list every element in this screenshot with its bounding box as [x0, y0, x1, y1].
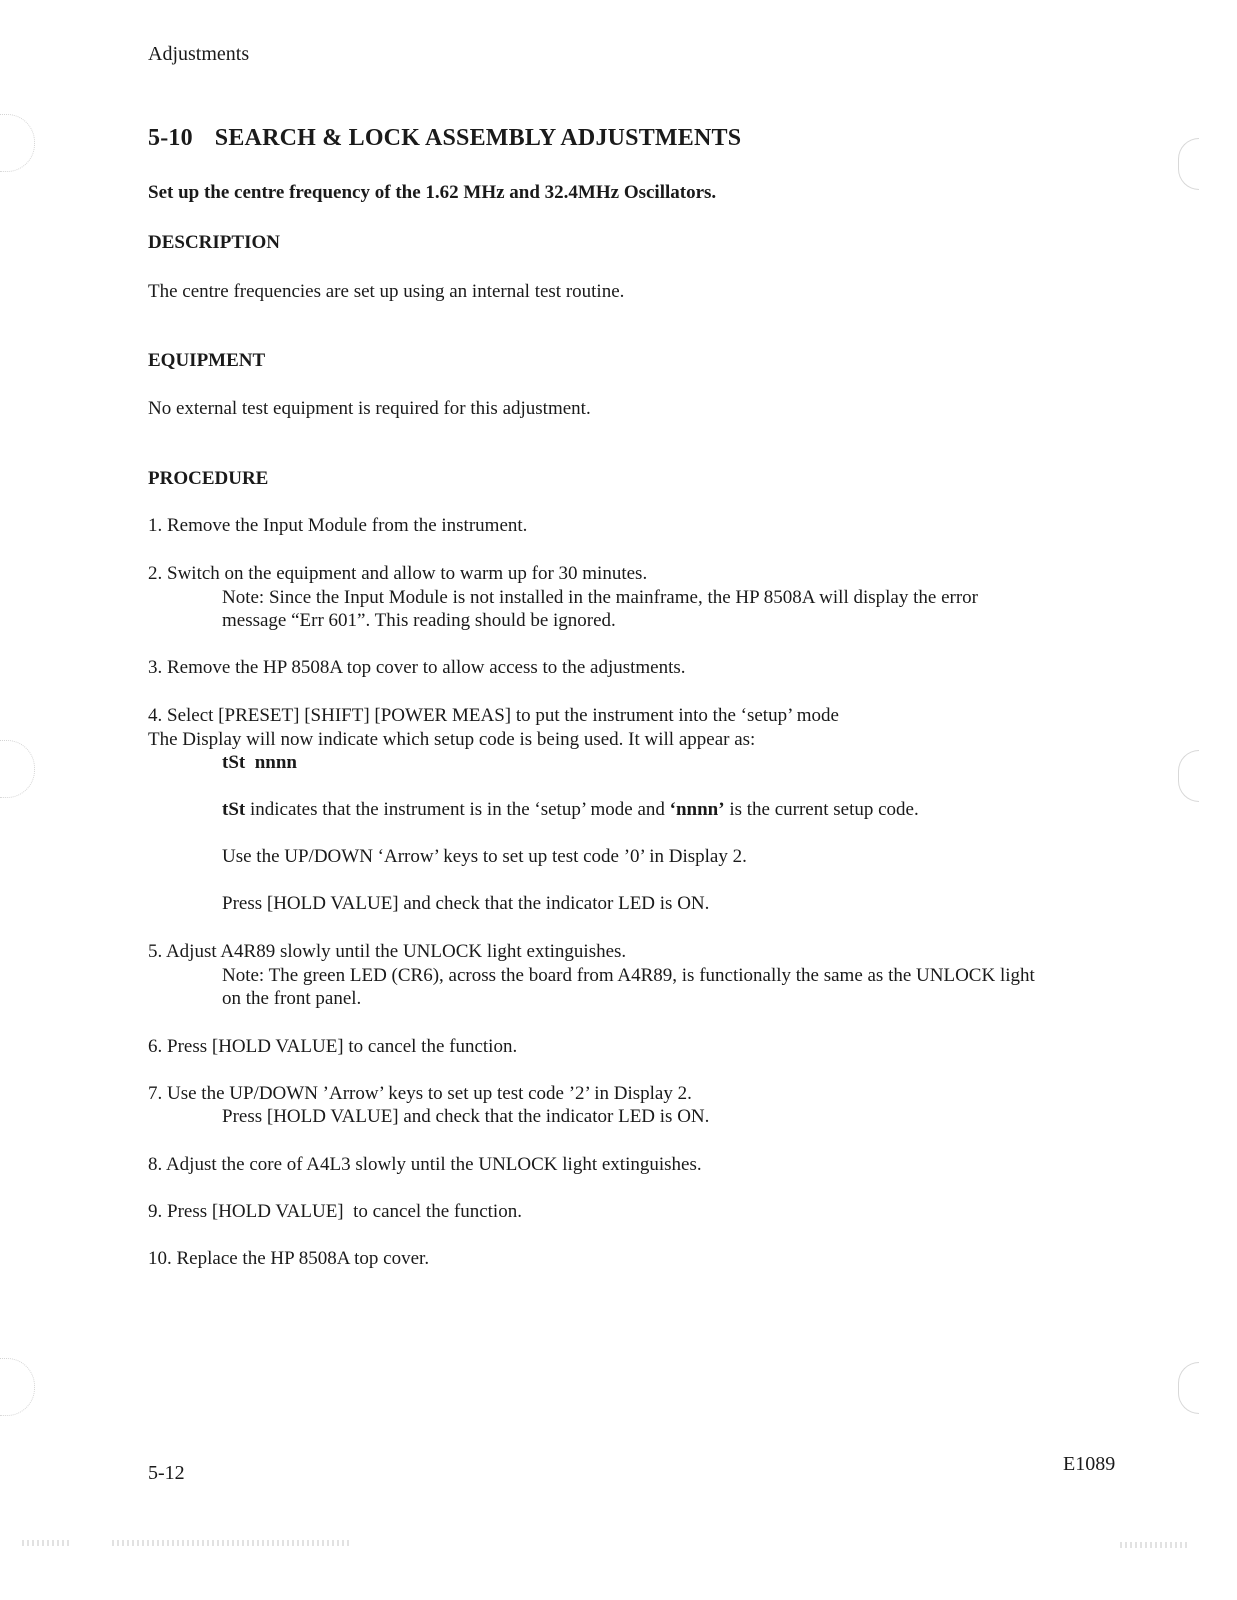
procedure-step-8: 8. Adjust the core of A4L3 slowly until the UNLOCK light extinguishes. [148, 1154, 702, 1175]
procedure-step-1: 1. Remove the Input Module from the instrument. [148, 515, 528, 536]
procedure-step-4-arrow: Use the UP/DOWN ‘Arrow’ keys to set up test code ’0’ in Display 2. [222, 846, 747, 867]
procedure-step-5: 5. Adjust A4R89 slowly until the UNLOCK light extinguishes. [148, 941, 627, 962]
procedure-step-7-hold: Press [HOLD VALUE] and check that the indicator LED is ON. [222, 1106, 710, 1127]
punch-hole [0, 114, 35, 172]
procedure-step-4: 4. Select [PRESET] [SHIFT] [POWER MEAS] to put the instrument into the ‘setup’ mode [148, 705, 839, 726]
scan-artifact [112, 1540, 352, 1546]
equipment-text: No external test equipment is required for this adjustment. [148, 398, 591, 419]
setup-mode-text-1: indicates that the instrument is in the ‘setup’ mode and [245, 799, 670, 820]
punch-hole [1178, 750, 1199, 802]
setup-mode-text-2: is the current setup code. [724, 799, 919, 820]
punch-hole [1178, 138, 1199, 190]
equipment-heading: EQUIPMENT [148, 350, 266, 371]
procedure-step-4-hold: Press [HOLD VALUE] and check that the indicator LED is ON. [222, 893, 710, 914]
procedure-step-4-line2: The Display will now indicate which setup code is being used. It will appear as: [148, 729, 756, 750]
page-number: 5-12 [148, 1462, 185, 1484]
punch-hole [0, 1358, 35, 1416]
procedure-step-7: 7. Use the UP/DOWN ’Arrow’ keys to set up test code ’2’ in Display 2. [148, 1083, 692, 1104]
description-text: The centre frequencies are set up using an internal test routine. [148, 281, 625, 302]
procedure-step-5-note-cont: on the front panel. [222, 988, 362, 1009]
display-readout: tSt nnnn [222, 752, 297, 773]
procedure-step-3: 3. Remove the HP 8508A top cover to allow access to the adjustments. [148, 657, 686, 678]
procedure-step-9: 9. Press [HOLD VALUE] to cancel the function. [148, 1201, 522, 1222]
procedure-step-2-note-cont: message “Err 601”. This reading should be ignored. [222, 610, 616, 631]
section-title [148, 125, 741, 152]
procedure-step-2-note: Note: Since the Input Module is not installed in the mainframe, the HP 8508A will display the error [222, 587, 978, 608]
section-subtitle: Set up the centre frequency of the 1.62 MHz and 32.4MHz Oscillators. [148, 182, 717, 203]
section-title-text: SEARCH & LOCK ASSEMBLY ADJUSTMENTS [214, 125, 742, 151]
punch-hole [0, 740, 35, 798]
procedure-step-2: 2. Switch on the equipment and allow to warm up for 30 minutes. [148, 563, 648, 584]
section-number: 5-10 [148, 125, 193, 151]
setup-mode-explanation [222, 799, 919, 821]
running-header: Adjustments [148, 43, 250, 65]
tst-term: tSt [222, 799, 246, 820]
document-code: E1089 [1063, 1453, 1116, 1475]
procedure-step-5-note: Note: The green LED (CR6), across the board from A4R89, is functionally the same as the UNLOCK light [222, 965, 1035, 986]
scan-artifact [1120, 1542, 1190, 1548]
scan-artifact [22, 1540, 70, 1546]
procedure-step-10: 10. Replace the HP 8508A top cover. [148, 1248, 430, 1269]
description-heading: DESCRIPTION [148, 232, 280, 253]
punch-hole [1178, 1362, 1199, 1414]
procedure-heading: PROCEDURE [148, 468, 269, 489]
nnnn-term: ‘nnnn’ [669, 799, 725, 820]
procedure-step-6: 6. Press [HOLD VALUE] to cancel the function. [148, 1036, 518, 1057]
